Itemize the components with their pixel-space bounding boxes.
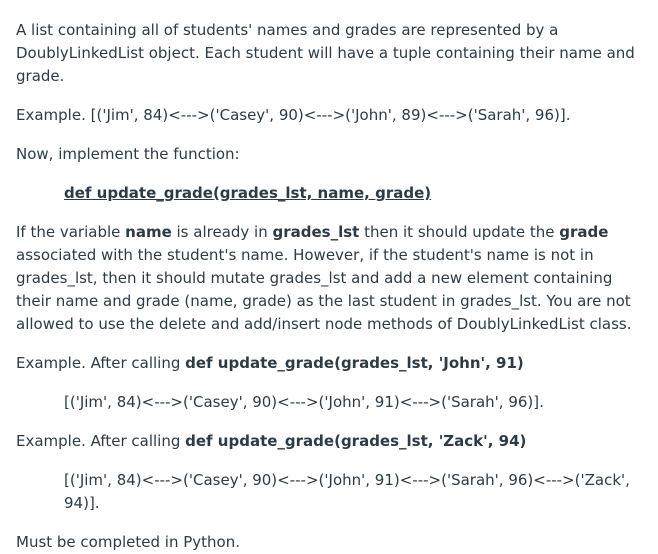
rule-keyword-grade: grade — [559, 223, 609, 241]
intro-paragraph: A list containing all of students' names and grades are represented by a DoublyLinkedList object. Each student will have a tuple containing their name and grade. — [16, 21, 635, 85]
rule-text-1: If the variable — [16, 223, 126, 241]
example-append-result: [('Jim', 84)<--->('Casey', 90)<--->('John', 91)<--->('Sarah', 96)<--->('Zack', 94)]. — [64, 471, 630, 512]
example-append-prefix: Example. After calling — [16, 432, 186, 450]
example-initial-list: Example. [('Jim', 84)<--->('Casey', 90)<--->('John', 89)<--->('Sarah', 96)]. — [16, 106, 571, 124]
assignment-document — [16, 19, 648, 554]
rule-text-2: is already in — [171, 223, 273, 241]
example-update-call — [16, 352, 648, 375]
rule-text-4: associated with the student's name. However, if the student's name is not in grades_lst, then it should mutate grades_lst and add a new element containing their name and grade (name, grade) as the last student in grades_lst. You are not allowed to use the delete and add/insert node methods of DoublyLinkedList class. — [16, 246, 632, 333]
rule-text-3: then it should update the — [359, 223, 560, 241]
example-update-result: [('Jim', 84)<--->('Casey', 90)<--->('John', 91)<--->('Sarah', 96)]. — [64, 393, 544, 411]
function-signature: def update_grade(grades_lst, name, grade) — [64, 184, 432, 202]
example-append-call — [16, 430, 648, 453]
example-append-call-code: def update_grade(grades_lst, 'Zack', 94) — [185, 432, 527, 450]
rule-paragraph — [16, 221, 648, 336]
rule-keyword-name: name — [125, 223, 172, 241]
example-update-prefix: Example. After calling — [16, 354, 186, 372]
example-update-call-code: def update_grade(grades_lst, 'John', 91) — [185, 354, 524, 372]
footer-note: Must be completed in Python. — [16, 533, 240, 551]
rule-keyword-grades-lst: grades_lst — [272, 223, 360, 241]
instruction-text: Now, implement the function: — [16, 145, 240, 163]
